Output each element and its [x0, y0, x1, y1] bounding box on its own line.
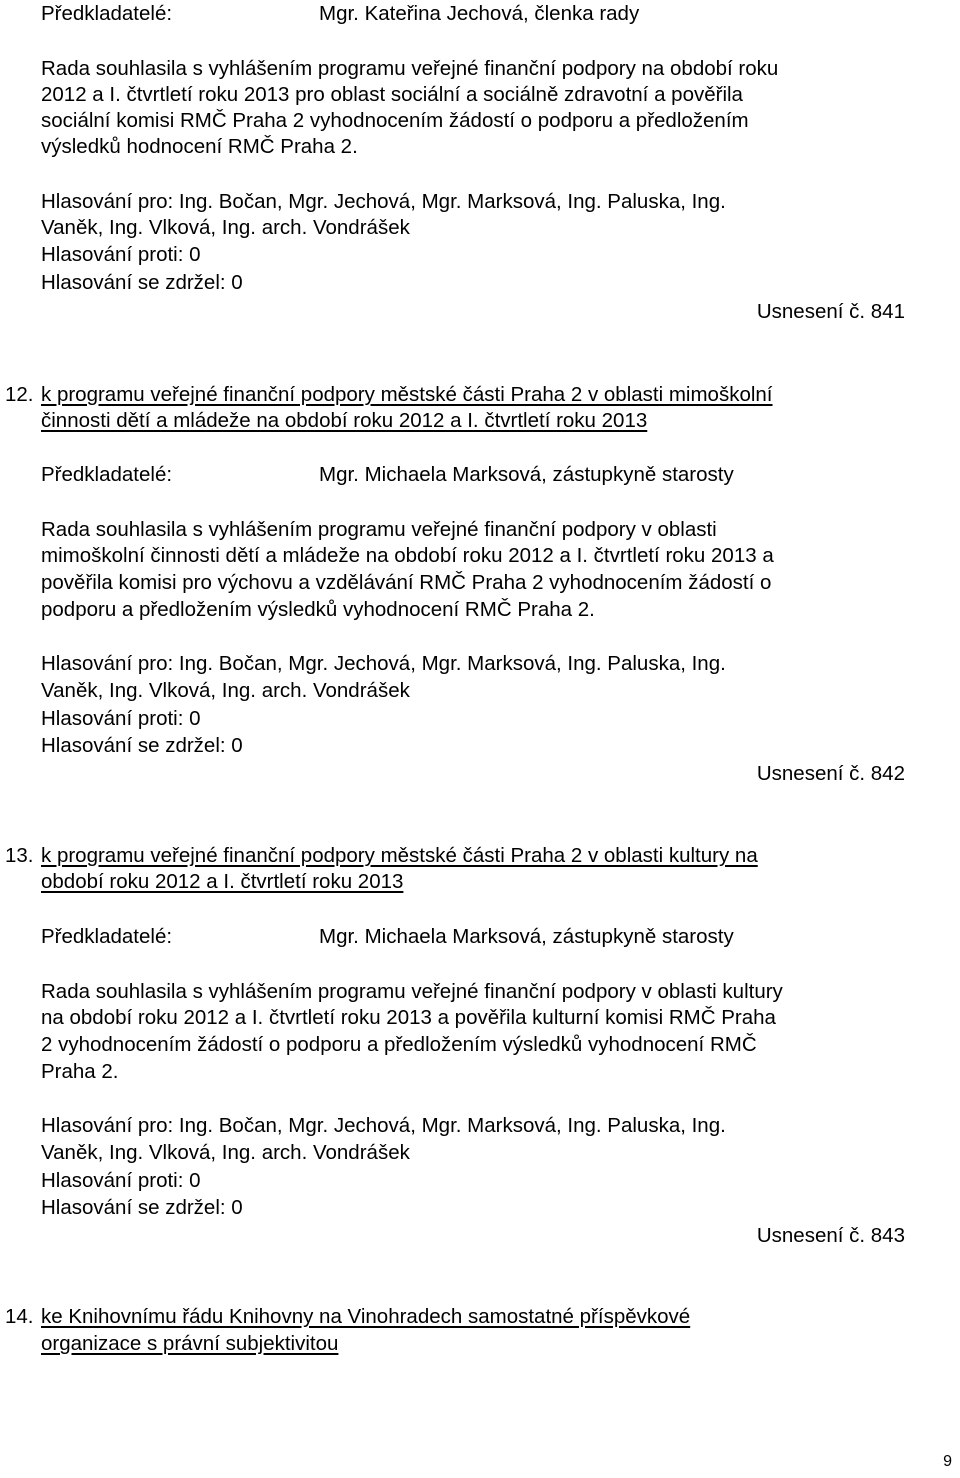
body-line: výsledků hodnocení RMČ Praha 2.	[41, 135, 358, 158]
vote-line: Hlasování se zdržel: 0	[41, 734, 243, 757]
proposer-label: Předkladatelé:	[41, 2, 173, 25]
resolution-number: Usnesení č. 842	[756, 762, 905, 785]
body-line: Praha 2.	[41, 1060, 119, 1083]
vote-line: Hlasování proti: 0	[41, 1169, 201, 1192]
body-line: na období roku 2012 a I. čtvrtletí roku 2013 a pověřila kulturní komisi RMČ Praha	[41, 1006, 776, 1029]
vote-line: Hlasování proti: 0	[41, 707, 201, 730]
body-line: podporu a předložením výsledků vyhodnocení RMČ Praha 2.	[41, 598, 595, 621]
item-title-line: k programu veřejné finanční podpory městské části Praha 2 v oblasti mimoškolní	[41, 383, 773, 406]
body-line: pověřila komisi pro výchovu a vzdělávání RMČ Praha 2 vyhodnocením žádostí o	[41, 571, 772, 594]
proposer-name: Mgr. Kateřina Jechová, členka rady	[319, 2, 640, 25]
proposer-name: Mgr. Michaela Marksová, zástupkyně starosty	[319, 463, 734, 486]
item-number: 13.	[5, 844, 34, 867]
vote-line: Hlasování pro: Ing. Bočan, Mgr. Jechová, Mgr. Marksová, Ing. Paluska, Ing.	[41, 190, 726, 213]
item-title-line: období roku 2012 a I. čtvrtletí roku 2013	[41, 870, 404, 893]
vote-line: Hlasování se zdržel: 0	[41, 271, 243, 294]
item-title-line: k programu veřejné finanční podpory městské části Praha 2 v oblasti kultury na	[41, 844, 758, 867]
proposer-name: Mgr. Michaela Marksová, zástupkyně starosty	[319, 925, 734, 948]
vote-line: Hlasování se zdržel: 0	[41, 1196, 243, 1219]
item-number: 14.	[5, 1305, 34, 1328]
body-line: 2 vyhodnocením žádostí o podporu a předložením výsledků vyhodnocení RMČ	[41, 1033, 757, 1056]
vote-line: Hlasování pro: Ing. Bočan, Mgr. Jechová, Mgr. Marksová, Ing. Paluska, Ing.	[41, 1114, 726, 1137]
body-line: sociální komisi RMČ Praha 2 vyhodnocením žádostí o podporu a předložením	[41, 109, 749, 132]
vote-line: Hlasování pro: Ing. Bočan, Mgr. Jechová, Mgr. Marksová, Ing. Paluska, Ing.	[41, 652, 726, 675]
page-number: 9	[943, 1453, 952, 1470]
item-title-line: organizace s právní subjektivitou	[41, 1332, 339, 1355]
body-line: Rada souhlasila s vyhlášením programu veřejné finanční podpory v oblasti kultury	[41, 980, 783, 1003]
item-title-line: činnosti dětí a mládeže na období roku 2012 a I. čtvrtletí roku 2013	[41, 409, 648, 432]
body-line: Rada souhlasila s vyhlášením programu veřejné finanční podpory na období roku	[41, 57, 779, 80]
proposer-label: Předkladatelé:	[41, 463, 173, 486]
proposer-label: Předkladatelé:	[41, 925, 173, 948]
vote-line: Vaněk, Ing. Vlková, Ing. arch. Vondrášek	[41, 216, 410, 239]
vote-line: Vaněk, Ing. Vlková, Ing. arch. Vondrášek	[41, 1141, 410, 1164]
vote-line: Vaněk, Ing. Vlková, Ing. arch. Vondrášek	[41, 679, 410, 702]
resolution-number: Usnesení č. 843	[756, 1224, 905, 1247]
resolution-number: Usnesení č. 841	[756, 300, 905, 323]
body-line: Rada souhlasila s vyhlášením programu veřejné finanční podpory v oblasti	[41, 518, 717, 541]
body-line: mimoškolní činnosti dětí a mládeže na období roku 2012 a I. čtvrtletí roku 2013 a	[41, 544, 774, 567]
body-line: 2012 a I. čtvrtletí roku 2013 pro oblast sociální a sociálně zdravotní a pověřila	[41, 83, 743, 106]
vote-line: Hlasování proti: 0	[41, 243, 201, 266]
item-title-line: ke Knihovnímu řádu Knihovny na Vinohradech samostatné příspěvkové	[41, 1305, 691, 1328]
item-number: 12.	[5, 383, 34, 406]
